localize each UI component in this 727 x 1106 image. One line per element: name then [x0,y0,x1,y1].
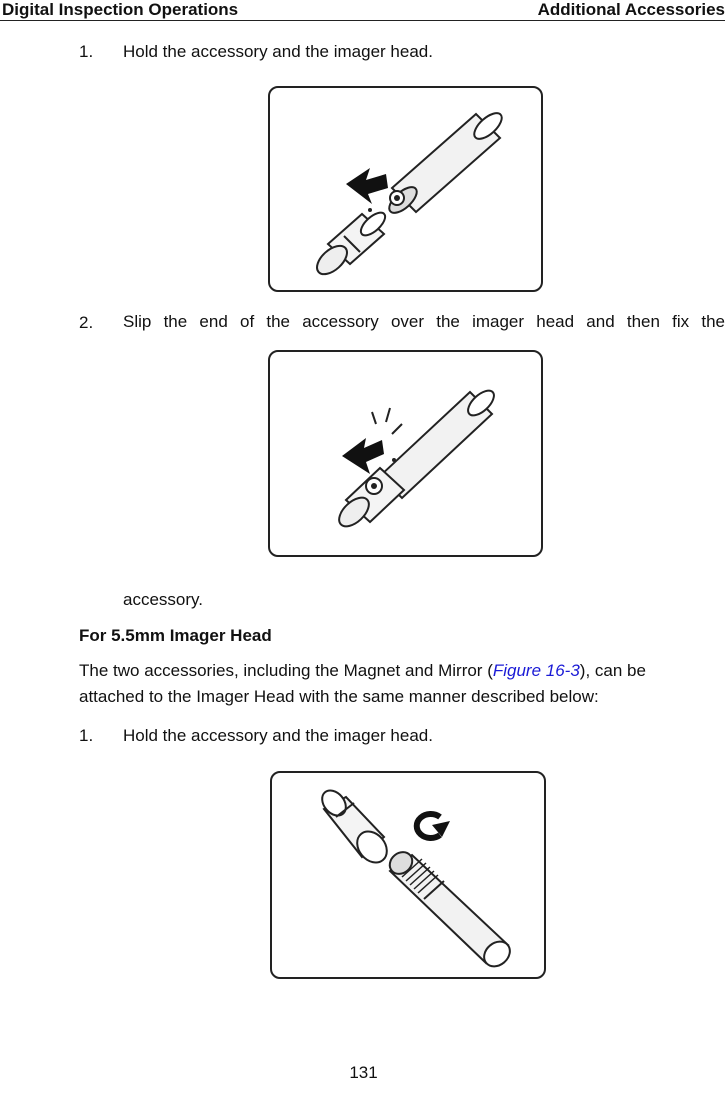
figure-attach-accessory-side [268,86,543,292]
word: of [239,312,255,331]
push-arrow-icon [346,168,388,204]
word: and [586,312,615,331]
word: fix [672,312,690,331]
word: head [536,312,575,331]
step-text-justified [123,312,725,332]
figure-illustration [270,352,545,559]
figure-illustration [272,773,548,981]
imager-head-tube [385,109,506,218]
word: Slip [123,312,152,331]
click-mark-icon [372,412,376,424]
step-text: Hold the accessory and the imager head. [123,726,433,745]
accessory-cap [317,786,393,869]
word: the [266,312,291,331]
step-number: 2. [79,313,94,332]
step-text: Hold the accessory and the imager head. [123,42,433,61]
word: accessory [302,312,379,331]
click-mark-icon [386,408,390,422]
page-header [0,0,725,21]
word: the [436,312,460,331]
paragraph-line-1 [79,661,725,681]
figure-illustration [270,88,545,294]
accessory-cap [312,208,389,279]
imager-head-tube [385,848,514,972]
push-arrow-icon [342,438,384,474]
word: the [701,312,725,331]
figure-attach-5mm-accessory [270,771,546,979]
word: over [390,312,425,331]
header-right-title: Additional Accessories [537,0,725,19]
figure-link[interactable]: Figure 16-3 [492,661,580,680]
step-number: 1. [79,726,94,745]
paragraph-line-2: attached to the Imager Head with the same manner described below: [79,687,599,706]
imager-head-tube [380,386,498,498]
header-left-title: Digital Inspection Operations [2,0,239,19]
step-number: 1. [79,42,94,61]
word: end [199,312,228,331]
paragraph-text [79,661,646,681]
figure-accessory-fixed [268,350,543,557]
step-continuation: accessory. [123,590,203,609]
text-run: ), can be [579,661,646,680]
section-heading: For 5.5mm Imager Head [79,626,272,645]
word: then [626,312,660,331]
click-mark-icon [392,424,402,434]
text-run: The two accessories, including the Magnet and Mirror ( [79,661,493,680]
word: imager [472,312,525,331]
page-number: 131 [349,1063,378,1082]
word: the [163,312,188,331]
